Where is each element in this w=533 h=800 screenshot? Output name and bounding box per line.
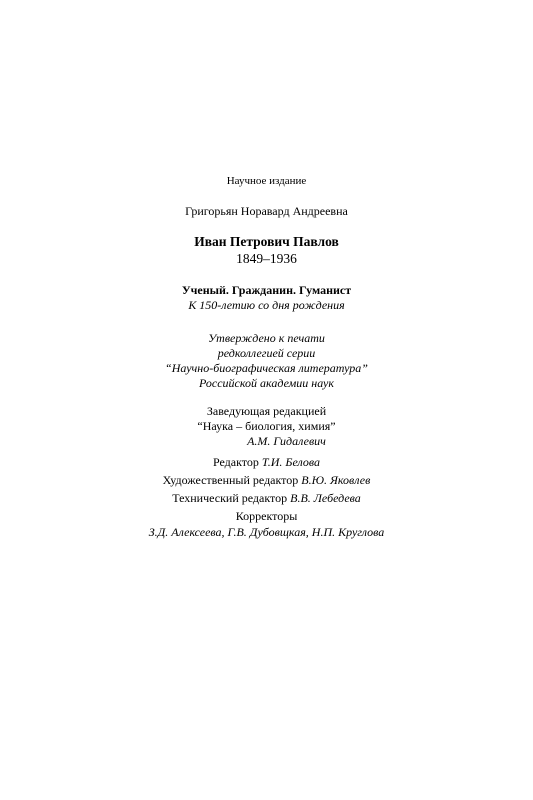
book-subtitle: Ученый. Гражданин. Гуманист (181, 283, 352, 297)
approval-line-4: Российской академии наук (199, 376, 334, 390)
proofreaders-label: Корректоры (235, 509, 298, 523)
book-title: Иван Петрович Павлов (194, 234, 339, 249)
head-of-office-label: Заведующая редакцией (206, 404, 327, 418)
art-editor-label: Художественный редактор (162, 473, 299, 487)
approval-line-3: “Научно-биографическая литература” (165, 361, 368, 375)
tech-editor-credit (0, 491, 533, 506)
editor-credit (0, 455, 533, 470)
art-editor-name: В.Ю. Яковлев (301, 473, 371, 487)
art-editor-credit (0, 473, 533, 488)
life-years: 1849–1936 (236, 251, 297, 266)
tech-editor-name: В.В. Лебедева (290, 491, 361, 505)
approval-line-2: редколлегией серии (217, 346, 316, 360)
editor-name: Т.И. Белова (261, 455, 321, 469)
anniversary-line: К 150-летию со дня рождения (188, 298, 345, 312)
author-name: Григорьян Норавард Андреевна (185, 204, 348, 218)
proofreaders-names: З.Д. Алексеева, Г.В. Дубовщкая, Н.П. Круглова (148, 525, 385, 539)
head-of-office-name: А.М. Гидалевич (247, 434, 326, 448)
editor-label: Редактор (212, 455, 259, 469)
approval-line-1: Утверждено к печати (208, 331, 325, 345)
edition-type: Научное издание (226, 175, 307, 187)
tech-editor-label: Технический редактор (172, 491, 288, 505)
editorial-office-name: “Наука – биология, химия” (197, 419, 336, 433)
